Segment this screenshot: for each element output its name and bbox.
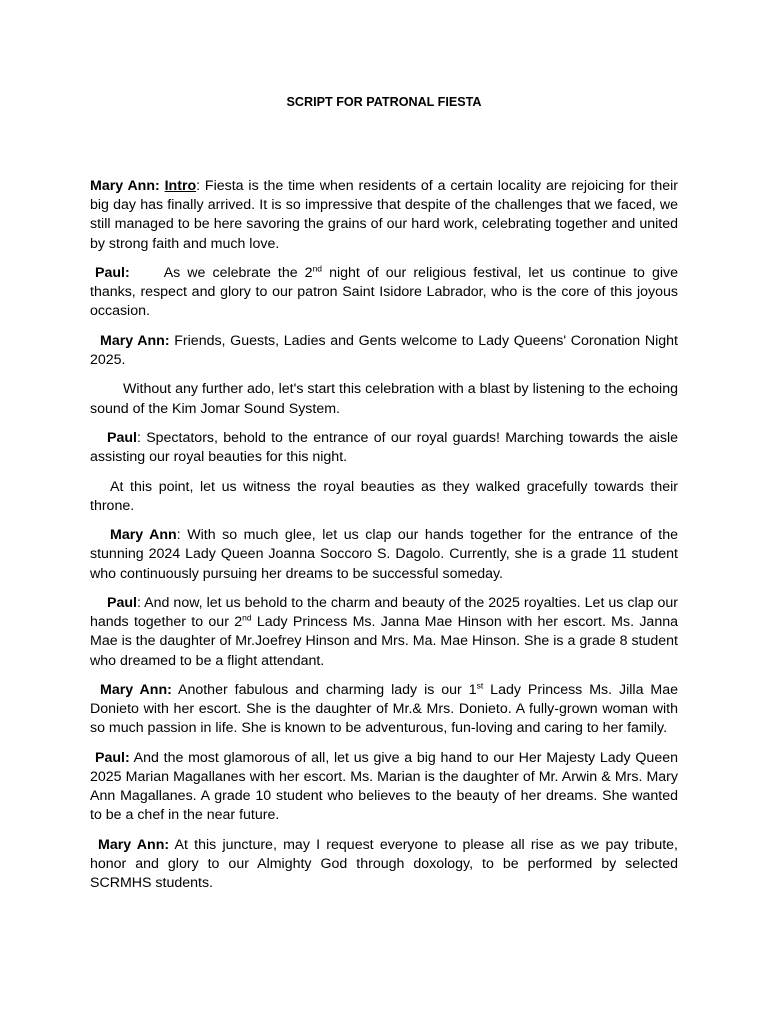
paragraph-text: As we celebrate the 2 — [163, 265, 313, 281]
intro-label: Intro — [164, 178, 197, 194]
paragraph-text: Without any further ado, let's start this celebration with a blast by listening to the echoing sound of the Kim Jomar Sound System. — [90, 381, 678, 417]
speaker-label: Paul: — [95, 265, 130, 281]
speaker-label: Mary Ann: — [100, 681, 172, 698]
paragraph-text: Lady Princess Ms. Jilla Mae Donieto with her escort. She is the daughter of Mr.& Mrs. Donieto. A fully-grown woman with so much passion in life. She is known to be adventurous, fun-loving and caring to her family. — [90, 681, 678, 737]
paragraph-mary-ann-2 — [90, 526, 678, 584]
document-title: SCRIPT FOR PATRONAL FIESTA — [286, 95, 482, 109]
paragraph-text: night of our religious festival, let us continue to give thanks, respect and glory to our patron Saint Isidore Labrador, who is the core of this joyous occasion. — [90, 265, 679, 320]
ordinal-suffix: st — [476, 680, 484, 691]
script-body — [90, 177, 678, 904]
paragraph-paul-1 — [90, 264, 678, 322]
ordinal-suffix: nd — [242, 612, 252, 623]
paragraph-mary-ann-1 — [90, 332, 678, 370]
paragraph-continuation-1 — [90, 380, 678, 418]
paragraph-text: : With so much glee, let us clap our hands together for the entrance of the stunning 2024 Lady Queen Joanna Soccoro S. Dagolo. Currently, she is a grade 11 student who continuously pursuing her dreams to be successful someday. — [90, 527, 678, 582]
paragraph-paul-2 — [90, 429, 678, 467]
paragraph-text: At this point, let us witness the royal beauties as they walked gracefully towards their throne. — [90, 478, 678, 514]
speaker-label: Mary Ann: — [98, 836, 170, 853]
paragraph-text: Another fabulous and charming lady is our 1 — [171, 681, 477, 698]
paragraph-intro — [90, 177, 678, 254]
paragraph-paul-4 — [90, 749, 678, 826]
paragraph-text: : Spectators, behold to the entrance of our royal guards! Marching towards the aisle assisting our royal beauties for this night. — [90, 429, 678, 466]
paragraph-text: At this juncture, may I request everyone to please all rise as we pay tribute, honor and glory to our Almighty God through doxology, to be performed by selected SCRMHS students. — [90, 836, 679, 892]
paragraph-mary-ann-4 — [90, 836, 678, 894]
paragraph-text: And the most glamorous of all, let us give a big hand to our Her Majesty Lady Queen 2025 Marian Magallanes with her escort. Ms. Marian is the daughter of Mr. Arwin & Mrs. Mary Ann Magallanes. A grade 10 student who believes to the beauty of her dreams. She wanted to be a chef in the near future. — [90, 749, 678, 824]
paragraph-continuation-2 — [90, 478, 678, 516]
speaker-label: Mary Ann — [110, 527, 177, 544]
paragraph-text: : And now, let us behold to the charm and beauty of the 2025 royalties. Let us clap our hands together to our 2 — [90, 594, 678, 631]
speaker-label: Mary Ann: — [100, 332, 170, 349]
speaker-label: Paul: — [95, 749, 130, 766]
paragraph-text: Lady Princess Ms. Janna Mae Hinson with her escort. Ms. Janna Mae is the daughter of Mr.Joefrey Hinson and Mrs. Ma. Mae Hinson. She is a grade 8 student who dreamed to be a flight attendant. — [90, 614, 678, 669]
speaker-label: Paul — [107, 429, 137, 446]
paragraph-mary-ann-3 — [90, 681, 678, 739]
paragraph-text: : Fiesta is the time when residents of a certain locality are rejoicing for their big day has finally arrived. It is so impressive that despite of the challenges that we faced, we still managed to be here savoring the grains of our hard work, celebrating together and united by strong faith and much love. — [90, 178, 678, 252]
paragraph-paul-3 — [90, 594, 678, 671]
paragraph-text: Friends, Guests, Ladies and Gents welcome to Lady Queens' Coronation Night 2025. — [90, 332, 678, 368]
speaker-label: Mary Ann: — [90, 178, 160, 194]
ordinal-suffix: nd — [312, 263, 323, 274]
speaker-label: Paul — [107, 594, 137, 611]
